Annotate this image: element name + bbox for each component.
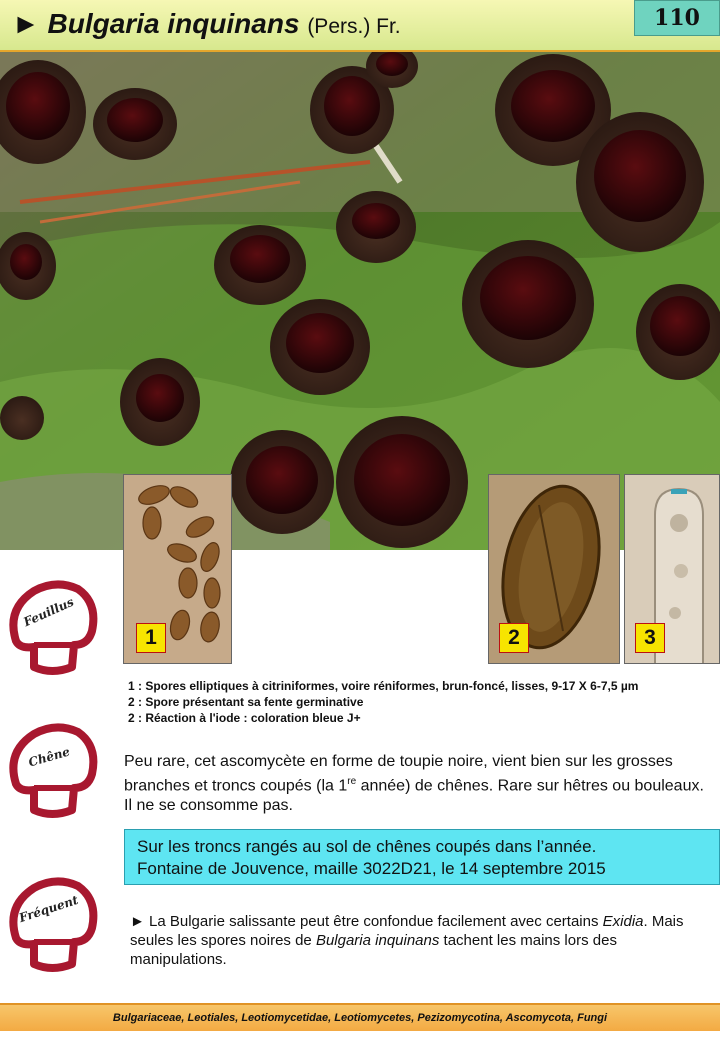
- stamp-label-feuillus: Feuillus: [21, 594, 76, 630]
- description-sup: re: [347, 776, 357, 787]
- mushroom-icon: [4, 872, 100, 976]
- stamp-feuillus: [4, 575, 100, 679]
- habitat-line-1: Sur les troncs rangés au sol de chênes coupés dans l’année.: [137, 837, 597, 856]
- caption-3: 2 : Réaction à l'iode : coloration bleue J+: [128, 711, 361, 725]
- mushroom-icon: [4, 575, 100, 679]
- confusion-text-1: La Bulgarie salissante peut être confondue facilement avec certains: [144, 913, 603, 930]
- page-number: 110: [634, 0, 720, 36]
- stamp-frequent: [4, 872, 100, 976]
- micro-photo-germ-slit: [488, 474, 620, 664]
- caption-2: 2 : Spore présentant sa fente germinative: [128, 695, 364, 709]
- habitat-box: [124, 829, 720, 885]
- page-header: [0, 0, 720, 52]
- description-text: [124, 752, 714, 816]
- taxonomy-footer: Bulgariaceae, Leotiales, Leotiomycetidae, Leotiomycetes, Pezizomycotina, Ascomycota, Fungi: [0, 1003, 720, 1031]
- species-author: (Pers.) Fr.: [307, 15, 401, 38]
- stamp-label-frequent: Fréquent: [17, 892, 80, 926]
- micro-photo-spores: [123, 474, 232, 664]
- micro-label-3: 3: [635, 623, 665, 653]
- confusion-text-3: tachent les mains lors des manipulations.: [130, 932, 617, 968]
- confusion-species: Bulgaria inquinans: [315, 932, 440, 949]
- description-part2: année) de chênes. Rare sur hêtres ou bouleaux. Il ne se consomme pas.: [124, 777, 704, 815]
- confusion-note: [130, 912, 710, 969]
- mushroom-icon: [4, 718, 100, 822]
- micro-label-1: 1: [136, 623, 166, 653]
- photo-captions: [128, 678, 638, 726]
- stamp-chene: [4, 718, 100, 822]
- page-title: [12, 8, 401, 40]
- confusion-exidia: Exidia: [602, 913, 644, 930]
- stamp-label-chene: Chêne: [26, 744, 72, 770]
- caption-1: 1 : Spores elliptiques à citriniformes, voire réniformes, brun-foncé, lisses, 9-17 X 6-7,5 µm: [128, 679, 639, 693]
- micro-photo-ascus: [624, 474, 720, 664]
- title-arrow: ►: [12, 8, 40, 39]
- species-name: Bulgaria inquinans: [47, 8, 300, 39]
- habitat-line-2: Fontaine de Jouvence, maille 3022D21, le 14 septembre 2015: [137, 859, 606, 878]
- micro-label-2: 2: [499, 623, 529, 653]
- confusion-arrow: ►: [130, 913, 145, 930]
- description-part1: Peu rare, cet ascomycète en forme de toupie noire, vient bien sur les grosses branches et troncs coupés (la 1: [124, 753, 673, 795]
- confusion-text-2: . Mais seules les spores noires de: [130, 913, 684, 949]
